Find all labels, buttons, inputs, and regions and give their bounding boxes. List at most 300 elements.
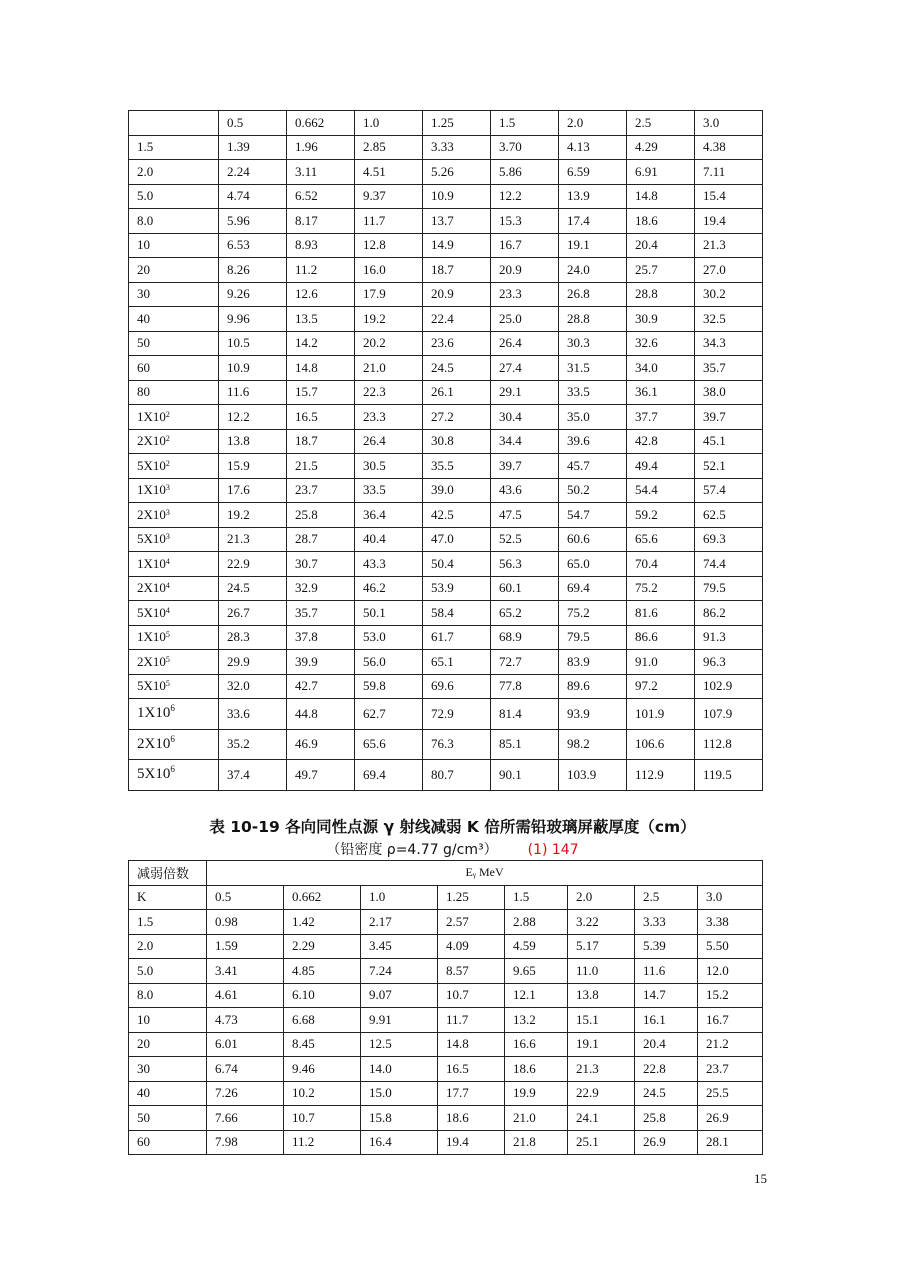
value-cell: 42.7 [287, 674, 355, 699]
k-cell [129, 699, 219, 730]
value-cell: 25.1 [568, 1130, 635, 1155]
value-cell: 12.1 [505, 983, 568, 1008]
value-cell: 11.6 [219, 380, 287, 405]
k-value: 60 [137, 359, 150, 375]
k-cell: 10 [129, 1008, 207, 1033]
header-cell: 2.0 [559, 111, 627, 136]
k-header-cell: 减弱倍数 [129, 861, 207, 886]
value-cell: 50.4 [423, 552, 491, 577]
energy-cell: 2.5 [635, 885, 698, 910]
value-cell: 91.0 [627, 650, 695, 675]
value-cell: 17.4 [559, 209, 627, 234]
k-cell [129, 625, 219, 650]
lead-glass-shielding-table [128, 860, 763, 1155]
value-cell: 28.8 [559, 307, 627, 332]
table-row [129, 331, 763, 356]
value-cell: 12.0 [698, 959, 763, 984]
value-cell: 19.1 [568, 1032, 635, 1057]
value-cell: 56.3 [491, 552, 559, 577]
k-cell [129, 601, 219, 626]
value-cell: 76.3 [423, 729, 491, 760]
value-cell: 32.9 [287, 576, 355, 601]
table-row [129, 135, 763, 160]
value-cell: 4.09 [438, 934, 505, 959]
k-cell [129, 282, 219, 307]
value-cell: 6.52 [287, 184, 355, 209]
value-cell: 3.41 [207, 959, 284, 984]
value-cell: 3.70 [491, 135, 559, 160]
value-cell: 38.0 [695, 380, 763, 405]
k-cell: 30 [129, 1057, 207, 1082]
value-cell: 103.9 [559, 760, 627, 791]
value-cell: 24.5 [423, 356, 491, 381]
value-cell: 8.45 [284, 1032, 361, 1057]
k-cell [129, 184, 219, 209]
value-cell: 44.8 [287, 699, 355, 730]
value-cell: 8.26 [219, 258, 287, 283]
value-cell: 2.85 [355, 135, 423, 160]
table-row [129, 184, 763, 209]
value-cell: 14.0 [361, 1057, 438, 1082]
value-cell: 26.1 [423, 380, 491, 405]
value-cell: 1.59 [207, 934, 284, 959]
header-row [129, 861, 763, 886]
value-cell: 12.6 [287, 282, 355, 307]
value-cell: 4.59 [505, 934, 568, 959]
value-cell: 26.9 [635, 1130, 698, 1155]
value-cell: 5.39 [635, 934, 698, 959]
value-cell: 6.10 [284, 983, 361, 1008]
k-cell [129, 356, 219, 381]
value-cell: 81.4 [491, 699, 559, 730]
value-cell: 69.6 [423, 674, 491, 699]
value-cell: 19.4 [438, 1130, 505, 1155]
value-cell: 93.9 [559, 699, 627, 730]
value-cell: 26.9 [698, 1106, 763, 1131]
k-exponent: 6 [170, 703, 175, 714]
value-cell: 21.8 [505, 1130, 568, 1155]
k-value: 1.5 [137, 139, 154, 155]
value-cell: 39.7 [491, 454, 559, 479]
value-cell: 42.8 [627, 429, 695, 454]
value-cell: 60.6 [559, 527, 627, 552]
value-cell: 19.2 [219, 503, 287, 528]
k-cell [129, 135, 219, 160]
value-cell: 15.4 [695, 184, 763, 209]
value-cell: 5.86 [491, 160, 559, 185]
table-row [129, 625, 763, 650]
table-row [129, 1130, 763, 1155]
value-cell: 30.9 [627, 307, 695, 332]
value-cell: 61.7 [423, 625, 491, 650]
k-value: 1X10 [137, 408, 166, 424]
value-cell: 15.1 [568, 1008, 635, 1033]
value-cell: 22.9 [219, 552, 287, 577]
value-cell: 2.29 [284, 934, 361, 959]
k-cell: 1.5 [129, 910, 207, 935]
k-value: 2X10 [137, 506, 166, 522]
value-cell: 62.7 [355, 699, 423, 730]
value-cell: 5.26 [423, 160, 491, 185]
value-cell: 45.7 [559, 454, 627, 479]
value-cell: 8.93 [287, 233, 355, 258]
value-cell: 18.7 [287, 429, 355, 454]
k-cell [129, 503, 219, 528]
value-cell: 25.8 [635, 1106, 698, 1131]
table-row [129, 1057, 763, 1082]
value-cell: 1.42 [284, 910, 361, 935]
value-cell: 15.3 [491, 209, 559, 234]
value-cell: 33.6 [219, 699, 287, 730]
value-cell: 13.8 [219, 429, 287, 454]
k-cell [129, 233, 219, 258]
value-cell: 21.3 [695, 233, 763, 258]
value-cell: 40.4 [355, 527, 423, 552]
value-cell: 49.7 [287, 760, 355, 791]
value-cell: 12.8 [355, 233, 423, 258]
value-cell: 89.6 [559, 674, 627, 699]
value-cell: 26.8 [559, 282, 627, 307]
value-cell: 69.4 [559, 576, 627, 601]
value-cell: 18.6 [438, 1106, 505, 1131]
value-cell: 80.7 [423, 760, 491, 791]
value-cell: 27.0 [695, 258, 763, 283]
value-cell: 21.5 [287, 454, 355, 479]
header-cell: 1.5 [491, 111, 559, 136]
value-cell: 12.2 [219, 405, 287, 430]
value-cell: 24.0 [559, 258, 627, 283]
value-cell: 13.2 [505, 1008, 568, 1033]
value-cell: 30.3 [559, 331, 627, 356]
value-cell: 4.29 [627, 135, 695, 160]
k-cell [129, 429, 219, 454]
value-cell: 25.8 [287, 503, 355, 528]
k-exponent: 4 [165, 581, 170, 591]
value-cell: 6.91 [627, 160, 695, 185]
value-cell: 60.1 [491, 576, 559, 601]
value-cell: 54.7 [559, 503, 627, 528]
value-cell: 50.1 [355, 601, 423, 626]
value-cell: 72.7 [491, 650, 559, 675]
value-cell: 30.7 [287, 552, 355, 577]
k-value: 1X10 [137, 629, 166, 645]
value-cell: 79.5 [559, 625, 627, 650]
energy-cell: 1.25 [438, 885, 505, 910]
value-cell: 75.2 [627, 576, 695, 601]
value-cell: 8.57 [438, 959, 505, 984]
k-label-cell: K [129, 885, 207, 910]
k-value: 5.0 [137, 188, 154, 204]
value-cell: 30.4 [491, 405, 559, 430]
k-exponent: 4 [165, 556, 170, 566]
k-exponent: 3 [165, 483, 170, 493]
value-cell: 65.6 [627, 527, 695, 552]
header-cell: 0.662 [287, 111, 355, 136]
value-cell: 5.17 [568, 934, 635, 959]
value-cell: 22.3 [355, 380, 423, 405]
value-cell: 10.5 [219, 331, 287, 356]
value-cell: 3.22 [568, 910, 635, 935]
value-cell: 74.4 [695, 552, 763, 577]
header-cell: 3.0 [695, 111, 763, 136]
value-cell: 23.7 [698, 1057, 763, 1082]
k-cell [129, 552, 219, 577]
energy-cell: 1.5 [505, 885, 568, 910]
table-caption: 表 10-19 各向同性点源 γ 射线减弱 K 倍所需铅玻璃屏蔽厚度（cm） [209, 818, 696, 836]
value-cell: 18.6 [627, 209, 695, 234]
value-cell: 14.7 [635, 983, 698, 1008]
table-row [129, 209, 763, 234]
k-exponent: 3 [165, 507, 170, 517]
value-cell: 3.33 [635, 910, 698, 935]
value-cell: 65.6 [355, 729, 423, 760]
table-row [129, 1008, 763, 1033]
k-exponent: 6 [170, 733, 175, 744]
value-cell: 32.0 [219, 674, 287, 699]
k-exponent: 5 [165, 679, 170, 689]
table-row [129, 503, 763, 528]
table-row [129, 934, 763, 959]
value-cell: 24.5 [219, 576, 287, 601]
table-row [129, 233, 763, 258]
table-row [129, 454, 763, 479]
value-cell: 23.6 [423, 331, 491, 356]
k-value: 40 [137, 310, 150, 326]
value-cell: 77.8 [491, 674, 559, 699]
value-cell: 15.2 [698, 983, 763, 1008]
value-cell: 26.4 [355, 429, 423, 454]
value-cell: 54.4 [627, 478, 695, 503]
k-exponent: 5 [165, 654, 170, 664]
value-cell: 30.8 [423, 429, 491, 454]
value-cell: 9.37 [355, 184, 423, 209]
value-cell: 4.61 [207, 983, 284, 1008]
shielding-table-continued [128, 110, 763, 791]
value-cell: 69.4 [355, 760, 423, 791]
value-cell: 2.57 [438, 910, 505, 935]
table-row [129, 983, 763, 1008]
value-cell: 7.11 [695, 160, 763, 185]
value-cell: 18.6 [505, 1057, 568, 1082]
value-cell: 10.9 [219, 356, 287, 381]
k-cell: 8.0 [129, 983, 207, 1008]
value-cell: 56.0 [355, 650, 423, 675]
value-cell: 36.1 [627, 380, 695, 405]
value-cell: 4.13 [559, 135, 627, 160]
value-cell: 106.6 [627, 729, 695, 760]
k-exponent: 5 [165, 630, 170, 640]
value-cell: 35.0 [559, 405, 627, 430]
value-cell: 12.5 [361, 1032, 438, 1057]
value-cell: 9.46 [284, 1057, 361, 1082]
energy-cell: 0.5 [207, 885, 284, 910]
value-cell: 27.4 [491, 356, 559, 381]
value-cell: 32.6 [627, 331, 695, 356]
value-cell: 65.1 [423, 650, 491, 675]
value-cell: 11.2 [287, 258, 355, 283]
value-cell: 9.65 [505, 959, 568, 984]
value-cell: 24.5 [635, 1081, 698, 1106]
value-cell: 20.9 [491, 258, 559, 283]
table-row [129, 552, 763, 577]
energy-row [129, 885, 763, 910]
table-row [129, 380, 763, 405]
k-value: 2X10 [137, 653, 166, 669]
value-cell: 69.3 [695, 527, 763, 552]
value-cell: 3.33 [423, 135, 491, 160]
value-cell: 25.0 [491, 307, 559, 332]
value-cell: 7.26 [207, 1081, 284, 1106]
value-cell: 6.01 [207, 1032, 284, 1057]
k-value: 2.0 [137, 163, 154, 179]
k-exponent: 4 [165, 605, 170, 615]
value-cell: 4.74 [219, 184, 287, 209]
header-cell: 2.5 [627, 111, 695, 136]
value-cell: 35.7 [287, 601, 355, 626]
value-cell: 4.38 [695, 135, 763, 160]
table-row [129, 959, 763, 984]
value-cell: 39.7 [695, 405, 763, 430]
k-cell [129, 307, 219, 332]
value-cell: 29.9 [219, 650, 287, 675]
k-cell [129, 760, 219, 791]
value-cell: 6.53 [219, 233, 287, 258]
energy-cell: 0.662 [284, 885, 361, 910]
value-cell: 43.6 [491, 478, 559, 503]
k-value: 5X10 [137, 531, 166, 547]
value-cell: 19.9 [505, 1081, 568, 1106]
value-cell: 16.1 [635, 1008, 698, 1033]
value-cell: 9.07 [361, 983, 438, 1008]
value-cell: 33.5 [559, 380, 627, 405]
value-cell: 59.2 [627, 503, 695, 528]
value-cell: 25.5 [698, 1081, 763, 1106]
k-cell [129, 576, 219, 601]
value-cell: 90.1 [491, 760, 559, 791]
k-value: 5X10 [137, 678, 166, 694]
value-cell: 8.17 [287, 209, 355, 234]
table-row [129, 356, 763, 381]
value-cell: 28.8 [627, 282, 695, 307]
value-cell: 7.66 [207, 1106, 284, 1131]
k-cell: 40 [129, 1081, 207, 1106]
table-row [129, 307, 763, 332]
value-cell: 62.5 [695, 503, 763, 528]
value-cell: 37.7 [627, 405, 695, 430]
value-cell: 16.5 [438, 1057, 505, 1082]
value-cell: 12.2 [491, 184, 559, 209]
table-row [129, 160, 763, 185]
value-cell: 58.4 [423, 601, 491, 626]
value-cell: 39.6 [559, 429, 627, 454]
table-row [129, 527, 763, 552]
value-cell: 68.9 [491, 625, 559, 650]
k-value: 50 [137, 335, 150, 351]
value-cell: 16.5 [287, 405, 355, 430]
value-cell: 22.4 [423, 307, 491, 332]
value-cell: 23.3 [491, 282, 559, 307]
value-cell: 18.7 [423, 258, 491, 283]
value-cell: 6.59 [559, 160, 627, 185]
k-exponent: 3 [165, 532, 170, 542]
value-cell: 35.5 [423, 454, 491, 479]
value-cell: 14.8 [627, 184, 695, 209]
header-row [129, 111, 763, 136]
value-cell: 36.4 [355, 503, 423, 528]
value-cell: 17.7 [438, 1081, 505, 1106]
value-cell: 25.7 [627, 258, 695, 283]
value-cell: 59.8 [355, 674, 423, 699]
value-cell: 5.50 [698, 934, 763, 959]
value-cell: 72.9 [423, 699, 491, 730]
k-value: 2X10 [137, 580, 166, 596]
value-cell: 0.98 [207, 910, 284, 935]
energy-cell: 2.0 [568, 885, 635, 910]
value-cell: 39.9 [287, 650, 355, 675]
table-row [129, 601, 763, 626]
value-cell: 20.4 [635, 1032, 698, 1057]
value-cell: 6.74 [207, 1057, 284, 1082]
k-cell: 60 [129, 1130, 207, 1155]
value-cell: 24.1 [568, 1106, 635, 1131]
value-cell: 14.8 [287, 356, 355, 381]
energy-cell: 3.0 [698, 885, 763, 910]
value-cell: 28.3 [219, 625, 287, 650]
k-cell [129, 258, 219, 283]
value-cell: 2.24 [219, 160, 287, 185]
value-cell: 22.8 [635, 1057, 698, 1082]
value-cell: 10.7 [438, 983, 505, 1008]
value-cell: 19.2 [355, 307, 423, 332]
value-cell: 107.9 [695, 699, 763, 730]
k-value: 5X10 [137, 457, 166, 473]
k-cell [129, 729, 219, 760]
value-cell: 16.7 [698, 1008, 763, 1033]
table-row [129, 282, 763, 307]
k-cell [129, 209, 219, 234]
value-cell: 13.7 [423, 209, 491, 234]
value-cell: 34.0 [627, 356, 695, 381]
table-row [129, 910, 763, 935]
table-row [129, 576, 763, 601]
value-cell: 79.5 [695, 576, 763, 601]
value-cell: 19.4 [695, 209, 763, 234]
value-cell: 45.1 [695, 429, 763, 454]
table-row [129, 674, 763, 699]
value-cell: 86.6 [627, 625, 695, 650]
value-cell: 85.1 [491, 729, 559, 760]
k-value: 80 [137, 384, 150, 400]
value-cell: 34.3 [695, 331, 763, 356]
table-row [129, 650, 763, 675]
value-cell: 30.2 [695, 282, 763, 307]
value-cell: 28.1 [698, 1130, 763, 1155]
value-cell: 4.85 [284, 959, 361, 984]
k-cell [129, 380, 219, 405]
energy-cell: 1.0 [361, 885, 438, 910]
k-cell [129, 160, 219, 185]
k-cell: 2.0 [129, 934, 207, 959]
value-cell: 6.68 [284, 1008, 361, 1033]
k-value: 2X10 [137, 735, 171, 752]
value-cell: 98.2 [559, 729, 627, 760]
header-cell: 1.25 [423, 111, 491, 136]
value-cell: 42.5 [423, 503, 491, 528]
value-cell: 16.7 [491, 233, 559, 258]
table-row [129, 1081, 763, 1106]
value-cell: 7.24 [361, 959, 438, 984]
k-exponent: 2 [165, 458, 170, 468]
